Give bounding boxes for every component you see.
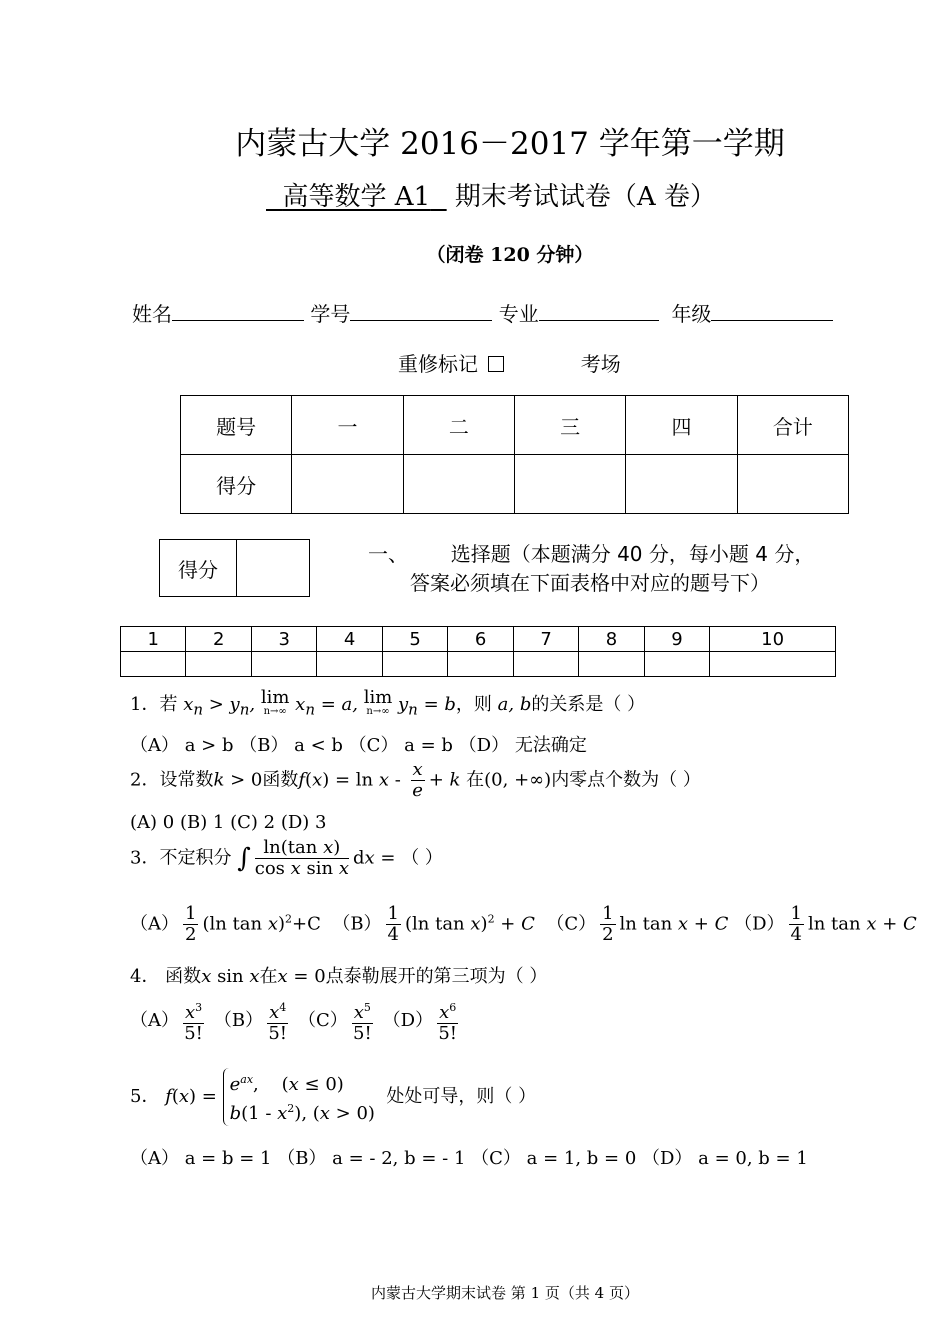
answer-table: [120, 626, 836, 677]
score-header-cell: 题号: [181, 396, 292, 455]
grade-field[interactable]: [711, 300, 833, 321]
page-footer: 内蒙古大学期末试卷 第 1 页（共 4 页）: [371, 1284, 639, 1302]
question-3: 3．不定积分 ∫ $\frac{\text{ln(tan x)}}{\text{cos x sin x}}$ dx = （ ）: [130, 837, 443, 879]
answer-cell[interactable]: [382, 652, 447, 677]
student-id-label: 学号: [310, 302, 351, 326]
room-label: 考场: [580, 352, 621, 376]
score-header-cell: 一: [292, 396, 403, 455]
grade-label: 年级: [671, 302, 712, 326]
answer-cell[interactable]: [579, 652, 644, 677]
name-label: 姓名: [132, 302, 172, 326]
integrand: $\frac{\text{ln(tan x)}}{\text{cos x sin x}}$: [254, 837, 349, 879]
score-cell[interactable]: [403, 455, 514, 514]
question-2-options: (A) 0 (B) 1 (C) 2 (D) 3: [130, 812, 327, 833]
subtitle-rest: 期末考试试卷（A 卷）: [454, 182, 716, 212]
score-cell[interactable]: [737, 455, 848, 514]
answer-number: 3: [251, 627, 316, 652]
student-info-line: [132, 298, 833, 327]
score-cell[interactable]: [514, 455, 625, 514]
score-table: [180, 395, 849, 514]
answer-number: 6: [448, 627, 513, 652]
answer-number: 2: [186, 627, 251, 652]
question-4: 4． 函数x sin x在x = 0点泰勒展开的第三项为（ ）: [130, 966, 548, 987]
answer-cell[interactable]: [186, 652, 251, 677]
section-line1: 选择题（本题满分 40 分，每小题 4 分，: [450, 542, 815, 566]
score-row-label: 得分: [181, 455, 292, 514]
answer-number: 10: [710, 627, 836, 652]
question-5-options: （A） a = b = 1 （B） a = - 2, b = - 1 （C） a = 1, b = 0 （D） a = 0, b = 1: [130, 1148, 808, 1169]
section-line2: 答案必须填在下面表格中对应的题号下）: [410, 571, 770, 595]
section-score-box: [159, 539, 310, 597]
section-score-cell[interactable]: [237, 540, 310, 597]
answer-number: 8: [579, 627, 644, 652]
major-field[interactable]: [539, 300, 659, 321]
question-5: 5． $f(x) = e^{ax}$, (x ≤ 0) $b(1 - x^2)$, (x > 0) 处处可导，则（ ）: [130, 1068, 536, 1126]
score-cell[interactable]: [626, 455, 737, 514]
x-over-e: $\frac{x}{e}$: [412, 759, 423, 801]
answer-cell[interactable]: [448, 652, 513, 677]
answer-cell[interactable]: [644, 652, 709, 677]
retake-label: 重修标记: [398, 352, 478, 376]
question-4-options: （A） $\frac{x^3}{5!}$ （B） $\frac{x^4}{5!}$ （C） $\frac{x^5}{5!}$ （D） $\frac{x^6}{5!}$: [130, 998, 462, 1044]
score-header-cell: 合计: [737, 396, 848, 455]
answer-cell[interactable]: [513, 652, 578, 677]
score-cell[interactable]: [292, 455, 403, 514]
closed-book-note: （闭卷 120 分钟）: [426, 244, 594, 266]
student-id-field[interactable]: [350, 300, 492, 321]
retake-checkbox[interactable]: [488, 356, 504, 372]
section-score-label: 得分: [160, 540, 237, 597]
question-1-options: （A） a > b （B） a < b （C） a = b （D） 无法确定: [130, 735, 587, 756]
score-value-row: [181, 455, 849, 514]
section-heading: [368, 540, 814, 598]
score-header-row: [181, 396, 849, 455]
section-number: 一、: [368, 542, 408, 566]
score-header-cell: 四: [626, 396, 737, 455]
course-name: 高等数学 A1: [282, 182, 431, 212]
major-label: 专业: [498, 302, 539, 326]
answer-cell[interactable]: [121, 652, 186, 677]
retake-line: [398, 348, 621, 377]
answer-cell[interactable]: [710, 652, 836, 677]
piecewise-function: $e^{ax}$, (x ≤ 0) $b(1 - x^2)$, (x > 0): [223, 1068, 375, 1126]
question-3-options: （A） $\frac{1}{2}$ (ln tan x)$^2$+C （B） $\frac{1}{4}$ (ln tan x)$^2$ + C （C） $\frac{1}{2}$ ln tan x + C （D） $\frac{1}{4}$ ln tan x + C: [130, 903, 917, 945]
answer-number: 4: [317, 627, 382, 652]
score-header-cell: 二: [403, 396, 514, 455]
exam-title: 内蒙古大学 2016－2017 学年第一学期: [235, 126, 785, 162]
answer-number: 1: [121, 627, 186, 652]
answer-number: 5: [382, 627, 447, 652]
question-2: 2．设常数k > 0函数f(x) = ln x - $\frac{x}{e}$ + k 在(0, +∞)内零点个数为（ ）: [130, 759, 701, 801]
answer-number: 9: [644, 627, 709, 652]
exam-subtitle: [266, 176, 716, 213]
answer-cell[interactable]: [317, 652, 382, 677]
answer-blank-row: [121, 652, 836, 677]
answer-cell[interactable]: [251, 652, 316, 677]
name-field[interactable]: [172, 300, 304, 321]
score-header-cell: 三: [514, 396, 625, 455]
answer-number: 7: [513, 627, 578, 652]
q1-formula: $x_n > y_n$, lim n→∞ $x_n = a$, lim n→∞ $y_n = b$: [183, 687, 456, 719]
answer-number-row: [121, 627, 836, 652]
question-1: 1．若 $x_n > y_n$, lim n→∞ $x_n = a$, lim n→∞ $y_n = b$，则 a, b的关系是（ ）: [130, 687, 646, 719]
